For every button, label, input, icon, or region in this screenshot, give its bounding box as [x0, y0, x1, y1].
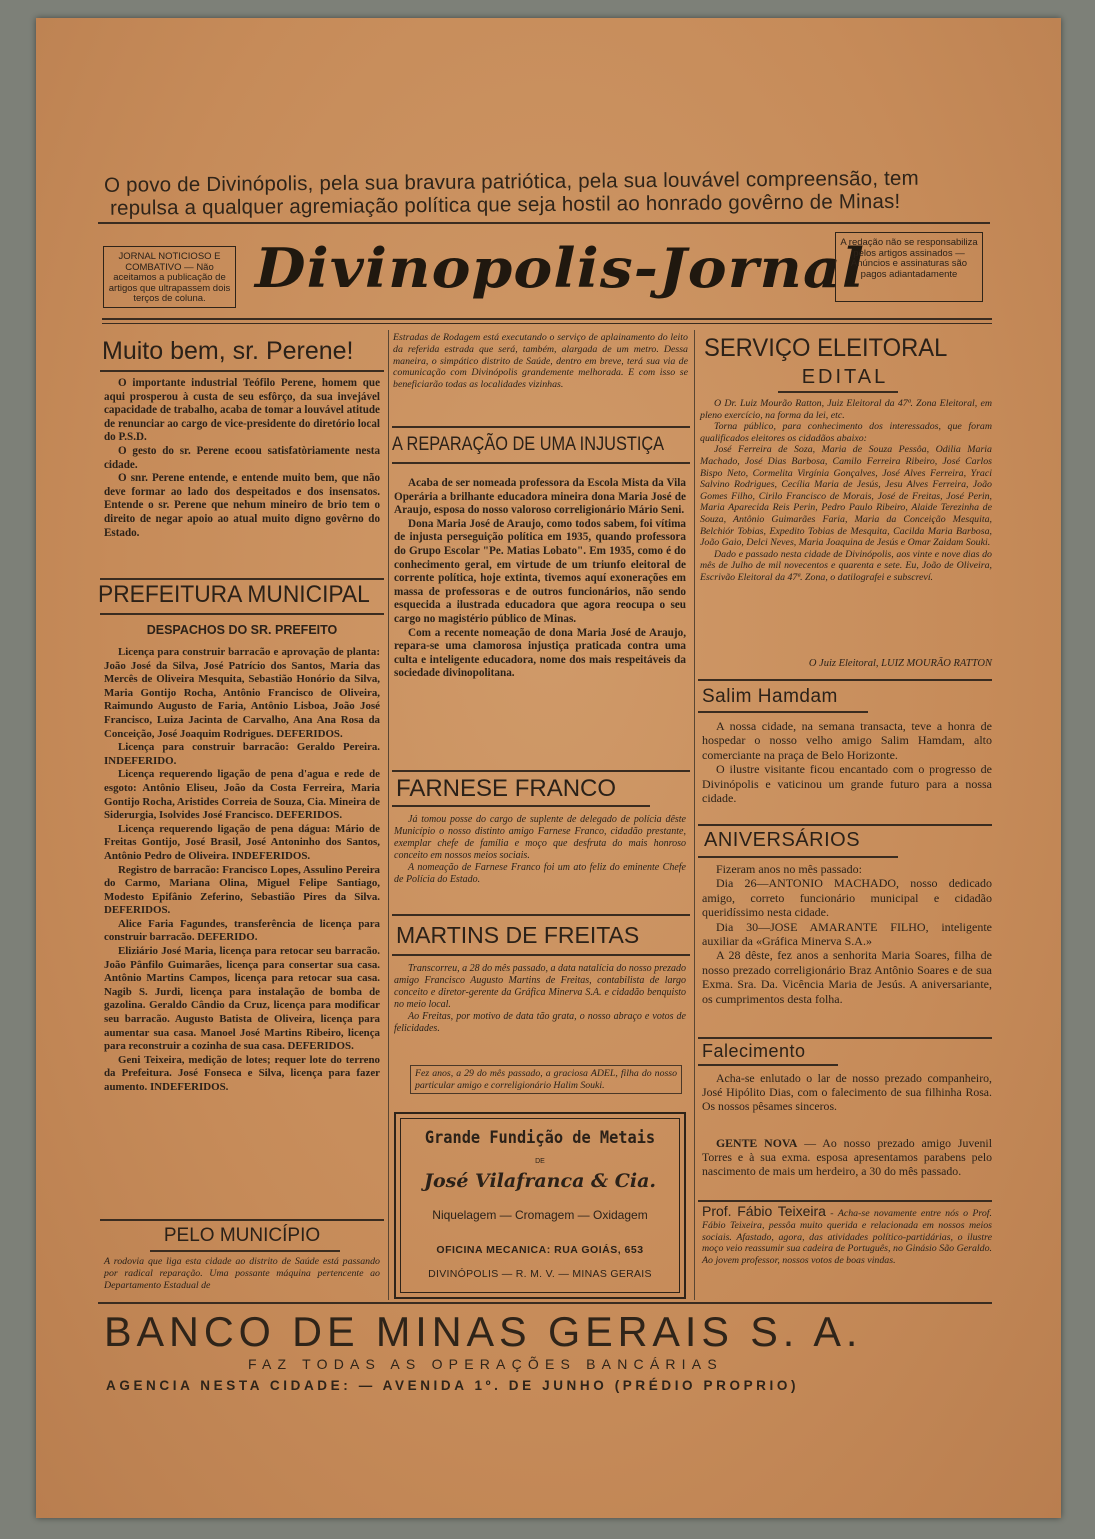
slogan-line-2: repulsa a qualquer agremiação política que seja hostil ao honrado govêrno de Minas!: [109, 189, 901, 220]
prefeitura-article: [104, 646, 380, 1095]
prof-article: Prof. Fábio Teixeira - Acha-se novamente entre nós o Prof. Fábio Teixeira, pessôa muito querida e relacionada em nossos meios sociais. Afastado, agora, das atividades político-partidárias, o ilustre moço veio reassumir sua cadeira de Português, no Ginásio São Geraldo. Ao jovem professor, nossos votos de boas vindas.: [702, 1203, 992, 1267]
municipio-headline: PELO MUNICÍPIO: [163, 1225, 321, 1246]
prefeitura-paragraph-3: Licença requerendo ligação de pena d'agua e rede de esgoto: Antônio Eliseu, João da Costa Ferreira, Maria Gontijo Rocha, Aristides Correia de Souza, Cia. Mineira de Siderurgia, Isolvides José Francisco. DEFERIDOS.: [104, 768, 380, 822]
municipio-bottom-rule: [150, 1250, 340, 1252]
farnese-paragraph-2: A nomeação de Farnese Franco foi um ato feliz do eminente Chefe de Polícia do Estado.: [394, 861, 686, 885]
fundicao-ad-de: DE: [535, 1158, 545, 1165]
farnese-bottom-rule: [392, 805, 650, 807]
aniv-paragraph-3: Dia 30—JOSE AMARANTE FILHO, inteligente auxiliar da «Gráfica Minerva S.A.»: [702, 919, 992, 949]
municipio-text: A rodovia que liga esta cidade ao distrito de Saúde está passando por radical reparação. Uma possante máquina pertencente ao Departamento Estadual de: [104, 1256, 380, 1291]
gente-nova-label: GENTE NOVA: [716, 1136, 798, 1150]
prefeitura-paragraph-6: Alice Faria Fagundes, transferência de licença para construir barracão. DEFERIDO.: [104, 917, 380, 944]
perene-article: [104, 377, 380, 540]
fundicao-ad: [394, 1112, 686, 1299]
prefeitura-bottom-rule: [100, 613, 384, 615]
martins-bottom-rule: [392, 954, 690, 956]
adel-note: Fez anos, a 29 do mês passado, a graciosa ADEL, filha do nosso particular amigo e correligionário Halim Souki.: [410, 1065, 682, 1094]
bank-agency: AGENCIA NESTA CIDADE: — AVENIDA 1º. DE JUNHO (PRÉDIO PROPRIO): [106, 1378, 800, 1393]
column-divider-2: [694, 330, 695, 1300]
perene-rule: [100, 370, 384, 372]
masthead-bottom-rule: [102, 318, 992, 320]
perene-headline: Muito bem, sr. Perene!: [102, 337, 354, 365]
edital-paragraph-2: Torna público, para conhecimento dos interessados, que foram qualificados eleitores os cidadãos abaixo:: [700, 421, 992, 444]
reparacao-bottom-rule: [392, 462, 690, 464]
aniv-top-rule: [698, 824, 992, 826]
fundicao-ad-city: DIVINÓPOLIS — R. M. V. — MINAS GERAIS: [428, 1268, 652, 1280]
eleitoral-headline: SERVIÇO ELEITORAL: [704, 334, 948, 362]
falec-bottom-rule: [698, 1064, 838, 1066]
aniv-bottom-rule: [698, 856, 898, 858]
estradas-continuation: Estradas de Rodagem está executando o serviço de aplainamento do leito da referida estrada que será, também, alargada de um metro. Dessa maneira, o simpático distrito de Saúde, dentro em breve, terá sua via de comunicação com Divinópolis grandemente melhorada. E com isso se beneficiarão todas as localidades vizinhas.: [393, 332, 688, 391]
falec-top-rule: [698, 1037, 992, 1039]
farnese-article: [394, 814, 686, 885]
fundicao-ad-services: Niquelagem — Cromagem — Oxidagem: [432, 1208, 648, 1222]
martins-top-rule: [392, 914, 690, 916]
fundicao-ad-address: OFICINA MECANICA: RUA GOIÁS, 653: [436, 1244, 644, 1256]
edital-signature: O Juiz Eleitoral, LUIZ MOURÃO RATTON: [808, 658, 992, 669]
prefeitura-paragraph-2: Licença para construir barracão: Geraldo Pereira. INDEFERIDO.: [104, 741, 380, 767]
gente-nova-text: Ao nosso prezado amigo Juvenil Torres e à sua exma. esposa apresentamos parabens pelo nascimento de mais um herdeiro, a 30 do mês passado.: [702, 1136, 992, 1179]
edital-paragraph-4: Dado e passado nesta cidade de Divinópolis, aos vinte e nove dias do mês de Julho de mil novecentos e quarenta e sete. Eu, João de Oliveira, Escrivão Eleitoral da 47ª. Zona, o datilografei e subscreví.: [700, 548, 992, 583]
slogan-line-1: O povo de Divinópolis, pela sua bravura patriótica, pela sua louvável compreensão, tem: [103, 166, 919, 197]
aniv-paragraph-2: Dia 26—ANTONIO MACHADO, nosso dedicado amigo, correto funcionário municipal e cidadão queridíssimo nesta cidade.: [702, 876, 992, 920]
prof-label: Prof. Fábio Teixeira: [702, 1203, 826, 1219]
masthead-right-note: A redação não se responsabiliza pelos artigos assinados — Anúncios e assinaturas são pagos adiantadamente: [835, 232, 983, 302]
salim-article: [702, 719, 992, 805]
masthead-bottom-rule-2: [102, 323, 992, 324]
salim-headline: Salim Hamdam: [702, 686, 838, 707]
martins-headline: MARTINS DE FREITAS: [396, 922, 640, 948]
edital-article: [700, 398, 992, 584]
edital-headline: EDITAL: [801, 366, 889, 388]
salim-paragraph-1: A nossa cidade, na semana transacta, teve a honra de hospedar o nosso velho amigo Salim Hamdam, alto comerciante na praça de Belo Horizonte.: [702, 719, 992, 762]
reparacao-paragraph-1: Acaba de ser nomeada professora da Escola Mista da Vila Operária a brilhante educadora mineira dona Maria José de Araujo, esposa do nosso valoroso correligionário Mário Seni.: [394, 477, 686, 517]
prof-text: Acha-se novamente entre nós o Prof. Fábio Teixeira, pessôa muito querida e relacionada em nossos meios sociais. Afastado, agora, das atividades político-partidárias, o ilustre moço veio reassumir sua cadeira de Português, no Ginásio São Geraldo. Ao jovem professor, nossos votos de boas vindas.: [702, 1208, 992, 1267]
salim-top-rule: [698, 679, 992, 681]
aniv-paragraph-1: Fizeram anos no mês passado:: [716, 862, 862, 876]
salim-paragraph-2: O ilustre visitante ficou encantado com o progresso de Divinópolis e vaticinou um grande futuro para a nossa cidade.: [702, 762, 992, 806]
perene-paragraph-3: O snr. Perene entende, e entende muito bem, que não deve formar ao lado dos despeitados e dos insensatos. Entende o sr. Perene que nehum mineiro de brio tem o direito de negar apoio ao atual muito digno govêrno do Estado.: [104, 472, 380, 539]
fundicao-ad-company: José Vilafranca & Cia.: [423, 1170, 657, 1192]
salim-bottom-rule: [698, 711, 868, 713]
falec-headline: Falecimento: [702, 1041, 806, 1061]
martins-article: [394, 963, 686, 1034]
gente-nova-article: GENTE NOVA — Ao nosso prezado amigo Juvenil Torres e à sua exma. esposa apresentamos parabens pelo nascimento de mais um herdeiro, a 30 do mês passado.: [702, 1136, 992, 1179]
perene-paragraph-2: O gesto do sr. Perene ecoou satisfatòriamente nesta cidade.: [104, 444, 380, 471]
martins-paragraph-2: Ao Freitas, por motivo de data tão grata, o nosso abraço e votos de felicidades.: [394, 1010, 686, 1034]
prefeitura-paragraph-4: Licença requerendo ligação de pena dágua: Mário de Freitas Gontijo, José Brasil, José Antoninho dos Santos, Antônio Pedro de Oliveira. INDEFERIDOS.: [104, 822, 380, 862]
reparacao-headline: A REPARAÇÃO DE UMA INJUSTIÇA: [392, 434, 665, 455]
edital-paragraph-1: O Dr. Luiz Mourão Ratton, Juiz Eleitoral da 47ª. Zona Eleitoral, em pleno exercício, na forma da lei, etc.: [700, 398, 992, 421]
masthead-title: Divinopolis-Jornal: [255, 236, 866, 300]
perene-paragraph-1: O importante industrial Teófilo Perene, homem que aqui prosperou à custa de seu esfôrço, da sua invejável capacidade de trabalho, acaba de tomar a louvável atitude de renunciar ao cargo de vice-presidente do diretório local do P.S.D.: [104, 377, 380, 444]
aniv-article: [702, 862, 992, 1006]
prefeitura-subhead: DESPACHOS DO SR. PREFEITO: [146, 623, 338, 637]
martins-paragraph-1: Transcorreu, a 28 do mês passado, a data natalícia do nosso prezado amigo Francisco Augusto Martins de Freitas, contabilista de largo conceito e diretor-gerente da Gráfica Minerva S.A. e cidadão benquisto no meio local.: [394, 963, 686, 1010]
prof-top-rule: [698, 1200, 992, 1202]
prefeitura-top-rule: [100, 578, 384, 580]
prefeitura-paragraph-8: Geni Teixeira, medição de lotes; requer lote do terreno da Prefeitura. José Fonseca e Silva, licença para fazer aumento. INDEFERIDOS.: [104, 1053, 380, 1093]
masthead-left-note: JORNAL NOTICIOSO E COMBATIVO — Não aceitamos a publicação de artigos que ultrapassem dois terços de coluna.: [103, 246, 236, 308]
bank-tagline: FAZ TODAS AS OPERAÇÕES BANCÁRIAS: [248, 1356, 723, 1372]
prefeitura-paragraph-7: Eliziário José Maria, licença para retocar seu barracão. João Pânfilo Guimarães, licença para consertar sua casa. Antônio Martins Campos, licença para retocar sua casa. Nagib S. Jurdi, licença para instalação de bomba de gazolina. Geraldo Cândio da Cruz, licença para modificar seu barracão. Augusto Batista de Oliveira, licença para aumentar sua casa. Manoel José Martins Ribeiro, licença para reconstruir a cozinha de sua casa. DEFERIDOS.: [104, 945, 380, 1053]
edital-rule: [778, 391, 898, 393]
municipio-top-rule: [100, 1219, 384, 1221]
fundicao-ad-title: Grande Fundição de Metais: [424, 1128, 656, 1148]
aniv-paragraph-4: A 28 dêste, fez anos a senhorita Maria Soares, filha de nosso prezado correligionário Braz Antônio Soares e de sua Exma. Sra. Da. Vicência Maria de Jesús. A aniversariante, os cumprimentos desta folha.: [702, 948, 992, 1006]
column-divider-1: [388, 330, 389, 1300]
farnese-top-rule: [392, 770, 690, 772]
prefeitura-paragraph-5: Registro de barracão: Francisco Lopes, Assulino Pereira do Carmo, Mariana Olina, Miguel Felipe Santiago, Modesto Epifânio Zeferino, Sebastião Pires da Silva. DEFERIDOS.: [104, 863, 380, 917]
reparacao-article: [394, 477, 686, 681]
prefeitura-headline: PREFEITURA MUNICIPAL: [98, 581, 370, 608]
bank-name: BANCO DE MINAS GERAIS S. A.: [104, 1308, 863, 1355]
masthead-top-rule: [98, 222, 990, 224]
reparacao-paragraph-2: Dona Maria José de Araujo, como todos sabem, foi vítima de injusta perseguição política em 1935, quando professora do Grupo Escolar "Pe. Matias Lobato". Em 1935, como é do conhecimento geral, em virtude de um triunfo eleitoral de corrente política, hoje extinta, tivemos aquí exonerações em massa de professoras e de outros funcionários, não sendo esquecida a ilustrada educadora que agora reocupa o seu cargo no magistério público de Minas.: [394, 517, 686, 625]
reparacao-paragraph-3: Com a recente nomeação de dona Maria José de Araujo, repara-se uma clamorosa injustiça praticada contra uma culta e inteligente educadora, nome dos mais respeitáveis da sociedade divinopolitana.: [394, 626, 686, 680]
falec-text: Acha-se enlutado o lar de nosso prezado companheiro, José Hipólito Dias, com o falecimento de sua filhinha Rosa. Os nossos pêsames sinceros.: [702, 1071, 992, 1114]
farnese-headline: FARNESE FRANCO: [396, 775, 617, 802]
edital-paragraph-3: José Ferreira de Soza, Maria de Souza Pessôa, Odilia Maria Machado, José Dias Barbosa, Camilo Ferreira Ribeiro, José Carlos Bispo Neto, Cormelita Virgínia Gonçalves, José Alves Ferreira, Yraci Salvino Rodrigues, Cecília Maria de Jesús, Jesu Alves Ferreira, João Gomes Filho, Cirilo Francisco de Morais, José de Freitas, José Perin, Maria Aparecida Reis Perin, Pedro Paulo Ribeiro, Alaide Terezinha de Souza, Antônio Guimarães Faria, Maria da Conceição Mesquita, Belchiór Tobias, Expedito Tobias de Mesquita, Cacilda Maria Barbosa, João Gaio, Delci Neves, Maria Joaquina de Jesús e Omar Zaidam Souki.: [700, 444, 992, 549]
farnese-paragraph-1: Já tomou posse do cargo de suplente de delegado de polícia dêste Município o nosso distinto amigo Farnese Franco, cidadão prestante, exemplar chefe de família e moço que desfruta do mais honroso conceito em nossos meios sociais.: [394, 814, 686, 861]
aniv-headline: ANIVERSÁRIOS: [704, 829, 861, 851]
footer-top-rule: [98, 1302, 992, 1304]
reparacao-top-rule: [392, 426, 690, 428]
prefeitura-paragraph-1: Licença para construir barracão e aprovação de planta: João José da Silva, José Patrício dos Santos, Maria das Mercês de Oliveira Mesquita, Sebastião Honório da Silva, Maria Gontijo Rocha, Antônio Francisco de Oliveira, Raimundo Augusto de Faria, Antônio Lisboa, João José Francisco, Luiza Jacinta de Carvalho, Ana Ana Rosa da Conceição, José Joaquim Rodrigues. DEFERIDOS.: [104, 646, 380, 740]
